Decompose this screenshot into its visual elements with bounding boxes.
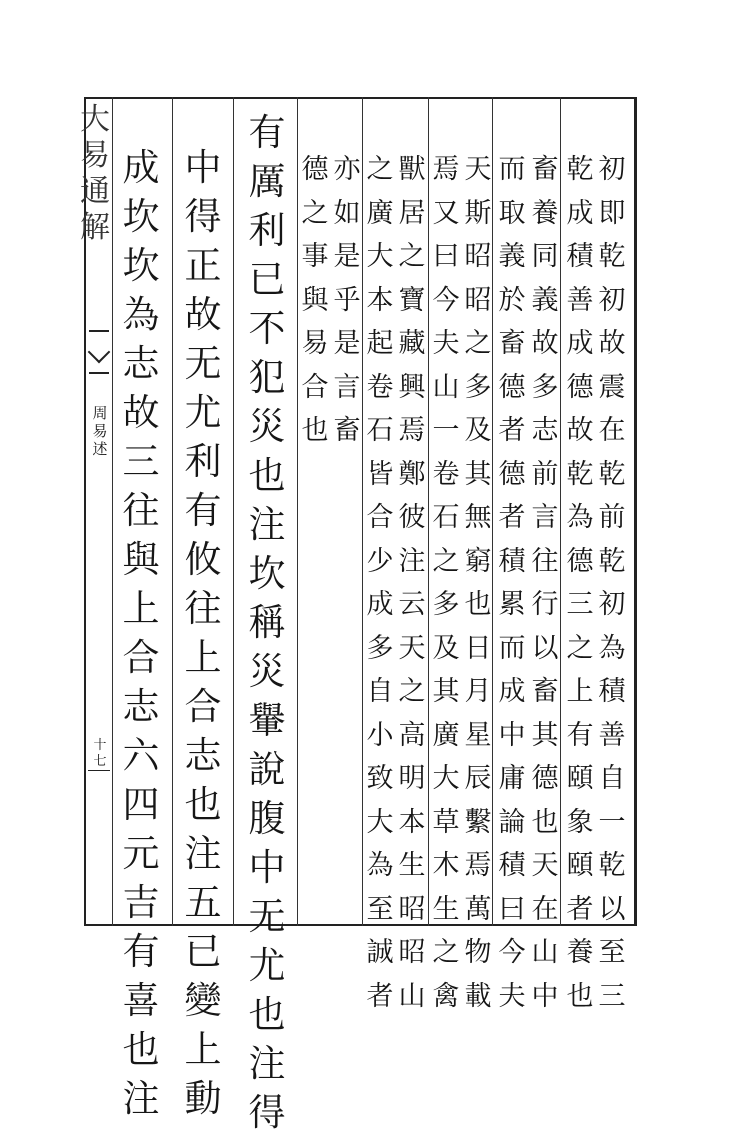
text-column (428, 148, 464, 1018)
glyph: 象 (566, 806, 594, 838)
glyph: 天 (464, 154, 492, 185)
glyph: 尤 (184, 391, 222, 434)
glyph: 本 (398, 806, 426, 838)
glyph: 成 (122, 146, 160, 189)
glyph: 義 (498, 241, 526, 272)
glyph: 之 (398, 676, 426, 707)
glyph: 合 (366, 502, 394, 533)
glyph: 積 (566, 241, 594, 272)
glyph: 月 (464, 676, 492, 707)
glyph: 焉 (464, 850, 492, 881)
glyph: 六 (122, 734, 160, 777)
frame-right-border (634, 97, 637, 926)
glyph: 也 (566, 980, 594, 1012)
glyph: 生 (432, 893, 460, 925)
glyph: 義 (531, 284, 559, 316)
glyph: 述 (92, 440, 108, 458)
glyph: 三 (122, 440, 160, 483)
glyph: 又 (432, 197, 460, 229)
glyph: 石 (366, 415, 394, 446)
glyph: 於 (498, 284, 526, 316)
margin-book-title (92, 404, 108, 458)
glyph: 初 (598, 284, 626, 316)
glyph: 云 (398, 589, 426, 620)
glyph: 志 (122, 342, 160, 385)
glyph: 木 (432, 850, 460, 881)
glyph: 四 (122, 783, 160, 826)
glyph: 成 (566, 197, 594, 229)
glyph: 七 (93, 754, 107, 769)
glyph: 頤 (566, 850, 594, 881)
glyph: 昭 (398, 893, 426, 925)
glyph: 至 (598, 937, 626, 968)
glyph: 高 (398, 719, 426, 751)
glyph: 有 (248, 111, 286, 154)
glyph: 轝 (248, 699, 286, 742)
glyph: 言 (333, 371, 361, 403)
glyph: 取 (498, 197, 526, 229)
glyph: 興 (398, 371, 426, 403)
glyph: 五 (184, 881, 222, 924)
glyph: 也 (184, 783, 222, 826)
glyph: 本 (366, 284, 394, 316)
glyph: 天 (531, 850, 559, 881)
glyph: 志 (184, 734, 222, 777)
glyph: 善 (566, 284, 594, 316)
glyph: 乾 (598, 545, 626, 577)
glyph: 厲 (248, 160, 286, 203)
glyph: 合 (184, 685, 222, 728)
glyph: 攸 (184, 538, 222, 581)
glyph: 而 (498, 632, 526, 664)
glyph: 多 (531, 371, 559, 403)
glyph: 一 (598, 806, 626, 838)
text-column (330, 148, 364, 453)
glyph: 德 (498, 458, 526, 490)
glyph: 庸 (498, 763, 526, 794)
glyph: 合 (301, 371, 329, 403)
glyph: 周 (92, 404, 108, 422)
glyph: 山 (398, 980, 426, 1012)
glyph: 藏 (398, 328, 426, 359)
glyph: 累 (498, 589, 526, 620)
column-rule (172, 97, 173, 926)
glyph: 大 (366, 806, 394, 838)
text-column (244, 108, 290, 1137)
glyph: 者 (366, 980, 394, 1012)
glyph: 與 (122, 538, 160, 581)
glyph: 坎 (122, 244, 160, 287)
glyph: 曰 (498, 893, 526, 925)
glyph: 動 (184, 1077, 222, 1120)
text-column (362, 148, 398, 1018)
fishtail-mark-icon (89, 330, 109, 374)
glyph: 德 (498, 371, 526, 403)
glyph: 是 (333, 328, 361, 359)
glyph: 其 (464, 458, 492, 490)
glyph: 三 (566, 589, 594, 620)
glyph: 鄭 (398, 458, 426, 490)
glyph: 今 (498, 937, 526, 968)
glyph: 者 (498, 415, 526, 446)
glyph: 同 (531, 241, 559, 272)
glyph: 積 (598, 676, 626, 707)
margin-title (78, 102, 112, 332)
glyph: 即 (598, 197, 626, 229)
glyph: 曰 (432, 241, 460, 272)
column-rule (233, 97, 234, 926)
glyph: 今 (432, 284, 460, 316)
glyph: 彼 (398, 502, 426, 533)
glyph: 萬 (464, 893, 492, 925)
glyph: 往 (184, 587, 222, 630)
glyph: 善 (598, 719, 626, 751)
glyph: 在 (598, 415, 626, 446)
glyph: 乾 (598, 458, 626, 490)
glyph: 言 (531, 502, 559, 533)
glyph: 物 (464, 937, 492, 968)
glyph: 昭 (398, 937, 426, 968)
glyph: 積 (498, 850, 526, 881)
glyph: 乾 (598, 850, 626, 881)
glyph: 之 (566, 632, 594, 664)
glyph: 獸 (398, 154, 426, 185)
glyph: 注 (184, 832, 222, 875)
glyph: 有 (122, 930, 160, 973)
glyph: 積 (498, 545, 526, 577)
glyph: 及 (432, 632, 460, 664)
glyph: 少 (366, 545, 394, 577)
glyph: 多 (366, 632, 394, 664)
column-rule (112, 97, 113, 926)
glyph: 有 (184, 489, 222, 532)
glyph: 注 (248, 503, 286, 546)
glyph: 為 (598, 632, 626, 664)
glyph: 乾 (566, 458, 594, 490)
glyph: 德 (566, 545, 594, 577)
glyph: 行 (531, 589, 559, 620)
glyph: 畜 (531, 676, 559, 707)
glyph: 三 (598, 980, 626, 1012)
glyph: 中 (531, 980, 559, 1012)
glyph: 之 (432, 937, 460, 968)
glyph: 自 (366, 676, 394, 707)
glyph: 初 (598, 589, 626, 620)
glyph: 明 (398, 763, 426, 794)
glyph: 為 (122, 293, 160, 336)
glyph: 誠 (366, 937, 394, 968)
glyph: 大 (366, 241, 394, 272)
glyph: 成 (498, 676, 526, 707)
glyph: 易 (92, 422, 108, 440)
glyph: 吉 (122, 881, 160, 924)
glyph: 中 (498, 719, 526, 751)
glyph: 也 (464, 589, 492, 620)
glyph: 中 (248, 846, 286, 889)
glyph: 廣 (432, 719, 460, 751)
glyph: 乾 (566, 154, 594, 185)
glyph: 正 (184, 244, 222, 287)
glyph: 腹 (248, 797, 286, 840)
glyph: 乾 (598, 241, 626, 272)
glyph: 斯 (464, 197, 492, 229)
text-column (180, 143, 226, 1123)
glyph: 為 (566, 502, 594, 533)
glyph: 皆 (366, 458, 394, 490)
glyph: 德 (566, 371, 594, 403)
glyph: 上 (184, 636, 222, 679)
glyph: 起 (366, 328, 394, 359)
glyph: 也 (301, 415, 329, 446)
glyph: 與 (301, 284, 329, 316)
glyph: 卷 (366, 371, 394, 403)
glyph: 利 (184, 440, 222, 483)
glyph: 故 (531, 328, 559, 359)
text-column (394, 148, 430, 1018)
glyph: 多 (432, 589, 460, 620)
glyph: 有 (566, 719, 594, 751)
glyph: 之 (432, 545, 460, 577)
glyph: 也 (248, 454, 286, 497)
glyph: 卷 (432, 458, 460, 490)
text-column (562, 148, 598, 1018)
glyph: 前 (531, 458, 559, 490)
glyph: 致 (366, 763, 394, 794)
glyph: 多 (464, 371, 492, 403)
glyph: 德 (301, 154, 329, 185)
glyph: 志 (122, 685, 160, 728)
glyph: 之 (398, 241, 426, 272)
glyph: 者 (498, 502, 526, 533)
glyph: 故 (122, 391, 160, 434)
glyph: 也 (248, 993, 286, 1036)
glyph: 其 (531, 719, 559, 751)
glyph: 焉 (432, 154, 460, 185)
glyph: 志 (531, 415, 559, 446)
glyph: 无 (184, 342, 222, 385)
glyph: 犯 (248, 356, 286, 399)
glyph: 養 (566, 937, 594, 968)
glyph: 其 (432, 676, 460, 707)
text-column (527, 148, 563, 1018)
glyph: 一 (432, 415, 460, 446)
glyph: 窮 (464, 545, 492, 577)
glyph: 上 (184, 1028, 222, 1071)
glyph: 夫 (432, 328, 460, 359)
glyph: 繫 (464, 806, 492, 838)
glyph: 已 (184, 930, 222, 973)
glyph: 利 (248, 209, 286, 252)
glyph: 元 (122, 832, 160, 875)
glyph: 及 (464, 415, 492, 446)
glyph: 大 (80, 102, 110, 137)
glyph: 畜 (333, 415, 361, 446)
glyph: 十 (93, 738, 107, 753)
glyph: 說 (248, 748, 286, 791)
glyph: 前 (598, 502, 626, 533)
glyph: 大 (432, 763, 460, 794)
glyph: 上 (566, 676, 594, 707)
text-column (298, 148, 332, 453)
glyph: 論 (498, 806, 526, 838)
glyph: 坎 (248, 552, 286, 595)
glyph: 成 (566, 328, 594, 359)
glyph: 也 (531, 806, 559, 838)
frame-top-border (84, 97, 636, 99)
glyph: 寶 (398, 284, 426, 316)
glyph: 故 (566, 415, 594, 446)
glyph: 昭 (464, 241, 492, 272)
glyph: 生 (398, 850, 426, 881)
glyph: 也 (122, 1028, 160, 1071)
glyph: 日 (464, 632, 492, 664)
glyph: 頤 (566, 763, 594, 794)
glyph: 山 (531, 937, 559, 968)
glyph: 星 (464, 719, 492, 751)
glyph: 災 (248, 650, 286, 693)
text-column (594, 148, 630, 1018)
text-column (118, 143, 164, 1123)
glyph: 易 (80, 138, 110, 173)
glyph: 山 (432, 371, 460, 403)
glyph: 養 (531, 197, 559, 229)
glyph: 合 (122, 636, 160, 679)
glyph: 小 (366, 719, 394, 751)
text-column (494, 148, 530, 1018)
glyph: 而 (498, 154, 526, 185)
glyph: 禽 (432, 980, 460, 1012)
glyph: 夫 (498, 980, 526, 1012)
glyph: 在 (531, 893, 559, 925)
glyph: 自 (598, 763, 626, 794)
glyph: 之 (301, 197, 329, 229)
glyph: 往 (531, 545, 559, 577)
glyph: 不 (248, 307, 286, 350)
glyph: 至 (366, 893, 394, 925)
glyph: 是 (333, 241, 361, 272)
glyph: 以 (598, 893, 626, 925)
glyph: 上 (122, 587, 160, 630)
glyph: 事 (301, 241, 329, 272)
glyph: 坎 (122, 195, 160, 238)
glyph: 德 (531, 763, 559, 794)
glyph: 易 (301, 328, 329, 359)
glyph: 中 (184, 146, 222, 189)
glyph: 災 (248, 405, 286, 448)
glyph: 故 (184, 293, 222, 336)
margin-divider (88, 770, 110, 771)
glyph: 故 (598, 328, 626, 359)
glyph: 辰 (464, 763, 492, 794)
glyph: 注 (122, 1077, 160, 1120)
glyph: 變 (184, 979, 222, 1022)
glyph: 初 (598, 154, 626, 185)
glyph: 注 (398, 545, 426, 577)
glyph: 昭 (464, 284, 492, 316)
glyph: 得 (248, 1091, 286, 1134)
glyph: 稱 (248, 601, 286, 644)
glyph: 解 (80, 210, 110, 245)
glyph: 震 (598, 371, 626, 403)
glyph: 居 (398, 197, 426, 229)
glyph: 天 (398, 632, 426, 664)
glyph: 往 (122, 489, 160, 532)
glyph: 草 (432, 806, 460, 838)
glyph: 喜 (122, 979, 160, 1022)
glyph: 焉 (398, 415, 426, 446)
glyph: 亦 (333, 154, 361, 185)
glyph: 得 (184, 195, 222, 238)
glyph: 乎 (333, 284, 361, 316)
glyph: 以 (531, 632, 559, 664)
margin-page-number (92, 738, 108, 770)
glyph: 已 (248, 258, 286, 301)
glyph: 注 (248, 1042, 286, 1085)
glyph: 尤 (248, 944, 286, 987)
glyph: 者 (566, 893, 594, 925)
glyph: 無 (464, 502, 492, 533)
glyph: 廣 (366, 197, 394, 229)
glyph: 成 (366, 589, 394, 620)
glyph: 為 (366, 850, 394, 881)
glyph: 之 (366, 154, 394, 185)
glyph: 通 (80, 174, 110, 209)
text-column (460, 148, 496, 1018)
glyph: 畜 (531, 154, 559, 185)
glyph: 如 (333, 197, 361, 229)
glyph: 畜 (498, 328, 526, 359)
glyph: 之 (464, 328, 492, 359)
glyph: 无 (248, 895, 286, 938)
glyph: 載 (464, 980, 492, 1012)
glyph: 石 (432, 502, 460, 533)
